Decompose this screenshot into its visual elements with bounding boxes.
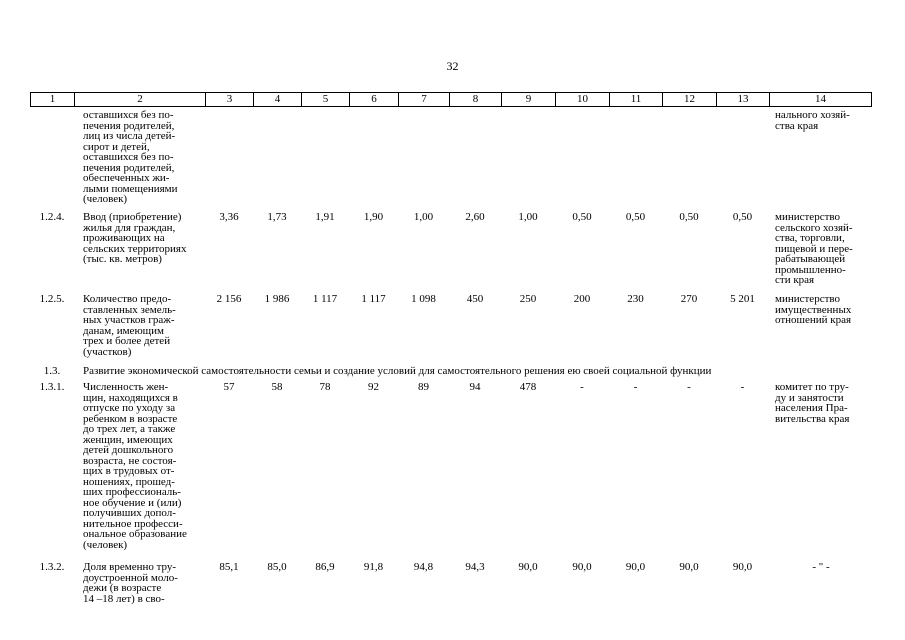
row-label: Доля временно тру- доустроенной моло- дежи (в возрасте 14 –18 лет) в сво- (83, 561, 178, 605)
row-value: - (633, 381, 638, 393)
header-col-12: 12 (663, 93, 717, 106)
row-label: Численность жен- щин, находящихся в отпуске по уходу за ребенком в возрасте до трех лет, а также женщин, имеющих детей дошкольного возраста, не состоя- щих в трудовых от- ношениях, прошед- ших профессиональ- ное обучение и (или) получивших допол- нительное професси- ональное образование (человек) (83, 381, 187, 551)
row-value: 0,50 (732, 211, 753, 223)
section-code: 1.3. (43, 365, 61, 377)
row-value: 0,50 (679, 211, 699, 223)
row-value: 250 (519, 293, 537, 305)
page-number: 32 (446, 59, 459, 73)
row-value: 90,0 (518, 561, 538, 573)
header-col-9: 9 (502, 93, 556, 106)
header-col-1: 1 (31, 93, 75, 106)
header-col-14: 14 (815, 93, 826, 105)
row-value: 1 098 (411, 293, 436, 305)
row-value: 270 (680, 293, 698, 305)
header-col-8: 8 (450, 93, 502, 106)
row-value: - (580, 381, 584, 393)
row-value: 90,0 (625, 561, 646, 573)
table-header (30, 92, 872, 107)
row-value: 2 156 (216, 293, 242, 305)
row-code: 1.3.2. (39, 561, 65, 573)
row-value: 2,60 (465, 211, 485, 223)
row-value: 57 (223, 381, 235, 393)
row-value: 94,8 (413, 561, 434, 573)
row-value: - (740, 381, 745, 393)
row-value: 3,36 (219, 211, 239, 223)
row-value: 1,73 (267, 211, 287, 223)
row-value: 94 (469, 381, 481, 393)
row-agency: комитет по тру- ду и занятости населения Пра- вительства края (775, 381, 850, 425)
row-value: 230 (627, 293, 644, 305)
row-value: 1 117 (312, 293, 338, 305)
row-value: 1,91 (315, 211, 335, 223)
row-value: 5 201 (730, 293, 755, 305)
header-col-4: 4 (254, 93, 302, 106)
row-code: 1.2.5. (39, 293, 65, 305)
row-label: Количество предо- ставленных земель- ных участков граж- данам, имеющим трех и более детей (участков) (83, 293, 176, 358)
row-value: 0,50 (625, 211, 646, 223)
header-col-3: 3 (206, 93, 254, 106)
row-label: оставшихся без по- печения родителей, лиц из числа детей- сирот и детей, оставшихся без по- печения родителей, обеспеченных жи- лыми помещениями (человек) (83, 109, 178, 205)
header-col-7: 7 (399, 93, 450, 106)
header-col-13: 13 (717, 93, 770, 106)
row-value: 1,00 (518, 211, 538, 223)
row-value: 92 (368, 381, 379, 393)
row-value: 1,00 (413, 211, 434, 223)
row-value: 450 (466, 293, 484, 305)
header-col-5: 5 (302, 93, 350, 106)
header-col-10: 10 (556, 93, 610, 106)
header-col-11: 11 (610, 93, 663, 106)
row-value: 478 (519, 381, 537, 393)
row-value: 85,0 (267, 561, 287, 573)
row-label: Ввод (приобретение) жилья для граждан, проживающих на сельских территориях (тыс. кв. метров) (83, 211, 187, 265)
row-value: 1,90 (363, 211, 384, 223)
row-value: - (687, 381, 691, 393)
row-agency: министерство сельского хозяй- ства, торговли, пищевой и пере- рабатывающей промышленно- сти края (775, 211, 853, 286)
row-value: 91,8 (363, 561, 384, 573)
row-code: 1.2.4. (39, 211, 65, 223)
row-value: 0,50 (572, 211, 592, 223)
row-agency: - " - (812, 561, 830, 573)
header-col-6: 6 (350, 93, 399, 106)
row-value: 1 117 (361, 293, 386, 305)
row-value: 90,0 (732, 561, 753, 573)
row-value: 85,1 (219, 561, 239, 573)
row-value: 200 (573, 293, 591, 305)
row-value: 1 986 (264, 293, 290, 305)
row-value: 78 (319, 381, 331, 393)
row-value: 86,9 (315, 561, 335, 573)
section-title: Развитие экономической самостоятельности семьи и создание условий для самостоятельного решения ею своей социальной функции (83, 365, 712, 377)
header-col-2: 2 (75, 93, 206, 106)
row-value: 58 (271, 381, 283, 393)
row-value: 89 (418, 381, 429, 393)
row-value: 94,3 (465, 561, 485, 573)
row-agency: министерство имущественных отношений края (775, 293, 852, 326)
row-value: 90,0 (679, 561, 699, 573)
row-value: 90,0 (572, 561, 592, 573)
row-agency: нального хозяй- ства края (775, 109, 850, 132)
row-code: 1.3.1. (39, 381, 65, 393)
